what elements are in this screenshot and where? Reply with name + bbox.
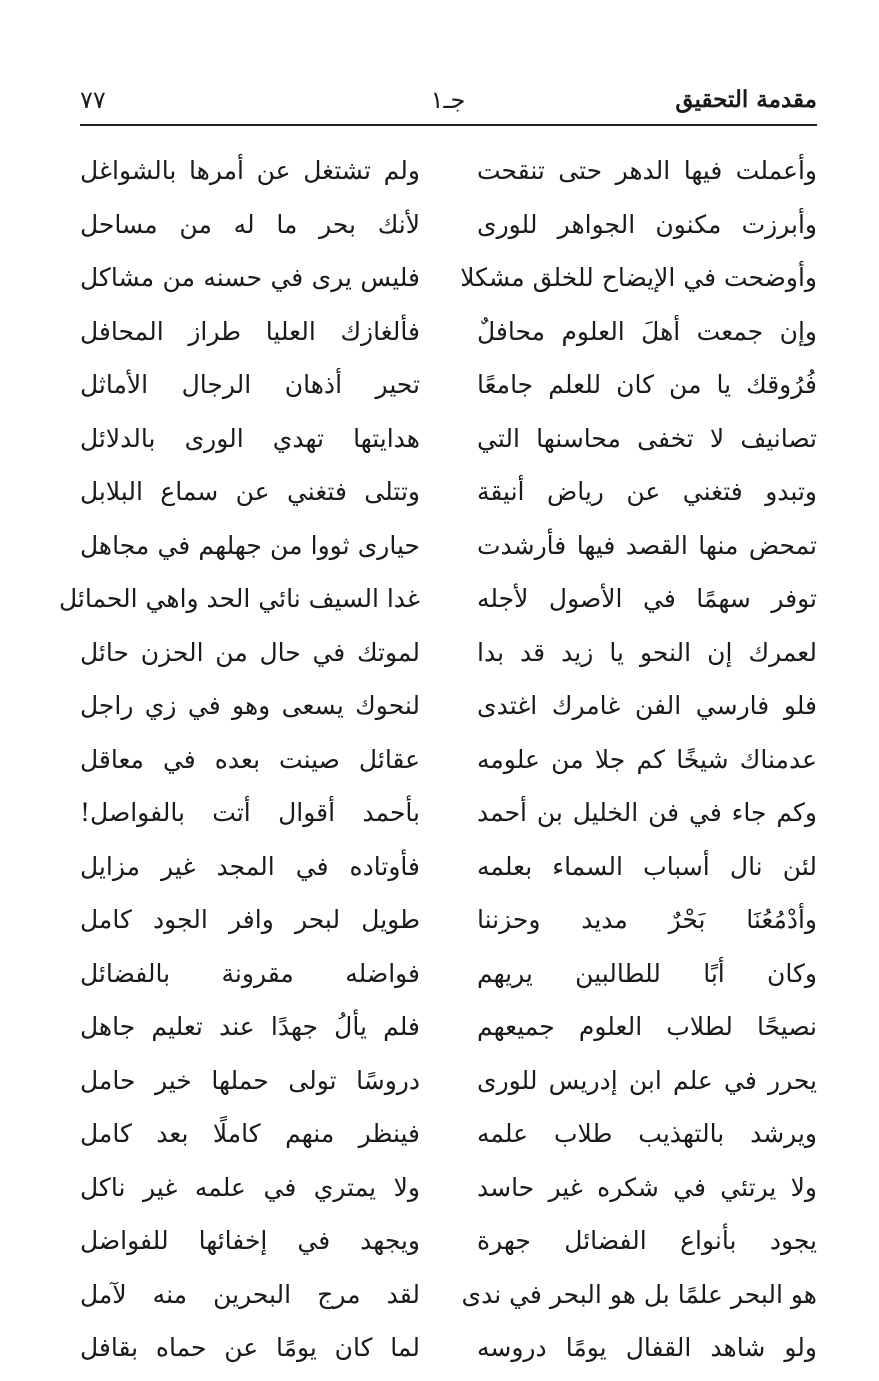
- verse-line: [80, 1060, 817, 1114]
- first-hemistich: وكان أبًا للطالبين يريهم: [477, 958, 817, 988]
- first-hemistich: يحرر في علم ابن إدريس للورى: [477, 1065, 817, 1095]
- verse-line: [80, 792, 817, 846]
- verse-line: [80, 471, 817, 525]
- second-hemistich: لقد مرج البحرين منه لآمل: [80, 1279, 420, 1309]
- verse-line: [80, 1274, 817, 1328]
- verse-line: [80, 204, 817, 258]
- second-hemistich: هدايتها تهدي الورى بالدلائل: [80, 423, 420, 453]
- verse-line: [80, 1113, 817, 1167]
- verse-line: [80, 418, 817, 472]
- second-hemistich: تحير أذهان الرجال الأماثل: [80, 370, 420, 399]
- first-hemistich: لعمرك إن النحو يا زيد قد بدا: [477, 637, 817, 667]
- verse-line: [80, 1006, 817, 1060]
- second-hemistich: لنحوك يسعى وهو في زي راجل: [80, 691, 420, 720]
- verse-line: [80, 364, 817, 418]
- first-hemistich: عدمناك شيخًا كم جلا من علومه: [477, 744, 817, 774]
- verse-line: [80, 311, 817, 365]
- second-hemistich: فواضله مقرونة بالفضائل: [80, 958, 420, 988]
- poem: [58, 150, 817, 1381]
- second-hemistich: فينظر منهم كاملًا بعد كامل: [80, 1119, 420, 1148]
- second-hemistich: فلم يألُ جهدًا عند تعليم جاهل: [80, 1012, 420, 1041]
- second-hemistich: لما كان يومًا عن حماه بقافل: [80, 1333, 420, 1362]
- verse-line: [80, 1327, 817, 1381]
- verse-line: [58, 578, 817, 632]
- second-hemistich: غدا السيف نائي الحد واهي الحمائل: [58, 584, 420, 613]
- first-hemistich: تمحض منها القصد فيها فأرشدت: [477, 530, 817, 560]
- first-hemistich: وكم جاء في فن الخليل بن أحمد: [477, 798, 817, 827]
- first-hemistich: تصانيف لا تخفى محاسنها التي: [477, 423, 817, 453]
- second-hemistich: دروسًا تولى حملها خير حامل: [80, 1065, 420, 1095]
- verse-line: [80, 525, 817, 579]
- verse-line: [80, 632, 817, 686]
- first-hemistich: فُرُوقك يا من كان للعلم جامعًا: [477, 370, 817, 399]
- verse-line: [80, 1220, 817, 1274]
- running-header: [80, 78, 817, 122]
- first-hemistich: يجود بأنواع الفضائل جهرة: [477, 1226, 817, 1255]
- second-hemistich: حيارى ثووا من جهلهم في مجاهل: [80, 530, 420, 560]
- first-hemistich: وإن جمعت أهلَ العلوم محافلٌ: [477, 316, 817, 346]
- second-hemistich: ولا يمتري في علمه غير ناكل: [80, 1172, 420, 1202]
- first-hemistich: وأدْمُعُنَا بَحْرٌ مديد وحزننا: [477, 905, 817, 934]
- second-hemistich: فأوتاده في المجد غير مزايل: [80, 851, 420, 881]
- volume-marker: جـ١: [430, 86, 466, 114]
- verse-line: [80, 899, 817, 953]
- first-hemistich: نصيحًا لطلاب العلوم جميعهم: [477, 1012, 817, 1041]
- second-hemistich: لموتك في حال من الحزن حائل: [80, 637, 420, 667]
- first-hemistich: وأعملت فيها الدهر حتى تنقحت: [477, 156, 817, 185]
- verse-line: [80, 1167, 817, 1221]
- header-rule: [80, 124, 817, 126]
- first-hemistich: وتبدو فتغني عن رياض أنيقة: [477, 477, 817, 506]
- first-hemistich: توفر سهمًا في الأصول لأجله: [477, 584, 817, 613]
- first-hemistich: فلو فارسي الفن غامرك اغتدى: [477, 691, 817, 720]
- first-hemistich: وأوضحت في الإيضاح للخلق مشكلا: [460, 263, 817, 292]
- first-hemistich: ولو شاهد القفال يومًا دروسه: [477, 1333, 817, 1362]
- verse-line: [80, 739, 817, 793]
- first-hemistich: هو البحر علمًا بل هو البحر في ندى: [461, 1279, 817, 1309]
- verse-line: [80, 846, 817, 900]
- second-hemistich: فألغازك العليا طراز المحافل: [80, 316, 420, 346]
- second-hemistich: فليس يرى في حسنه من مشاكل: [80, 263, 420, 292]
- first-hemistich: ولا يرتئي في شكره غير حاسد: [477, 1172, 817, 1202]
- verse-line: [80, 685, 817, 739]
- second-hemistich: عقائل صينت بعده في معاقل: [80, 744, 420, 774]
- first-hemistich: ويرشد بالتهذيب طلاب علمه: [477, 1119, 817, 1148]
- verse-line: [80, 257, 817, 311]
- verse-line: [80, 953, 817, 1007]
- second-hemistich: ولم تشتغل عن أمرها بالشواغل: [80, 156, 420, 185]
- second-hemistich: طويل لبحر وافر الجود كامل: [80, 905, 420, 934]
- page-number: ٧٧: [80, 86, 106, 114]
- second-hemistich: لأنك بحر ما له من مساحل: [80, 209, 420, 239]
- second-hemistich: ويجهد في إخفائها للفواضل: [80, 1226, 420, 1255]
- first-hemistich: وأبرزت مكنون الجواهر للورى: [477, 209, 817, 239]
- first-hemistich: لئن نال أسباب السماء بعلمه: [477, 851, 817, 881]
- second-hemistich: بأحمد أقوال أتت بالفواصل!: [80, 798, 420, 827]
- verse-line: [80, 150, 817, 204]
- second-hemistich: وتتلى فتغني عن سماع البلابل: [80, 477, 420, 506]
- section-title: مقدمة التحقيق: [675, 86, 817, 113]
